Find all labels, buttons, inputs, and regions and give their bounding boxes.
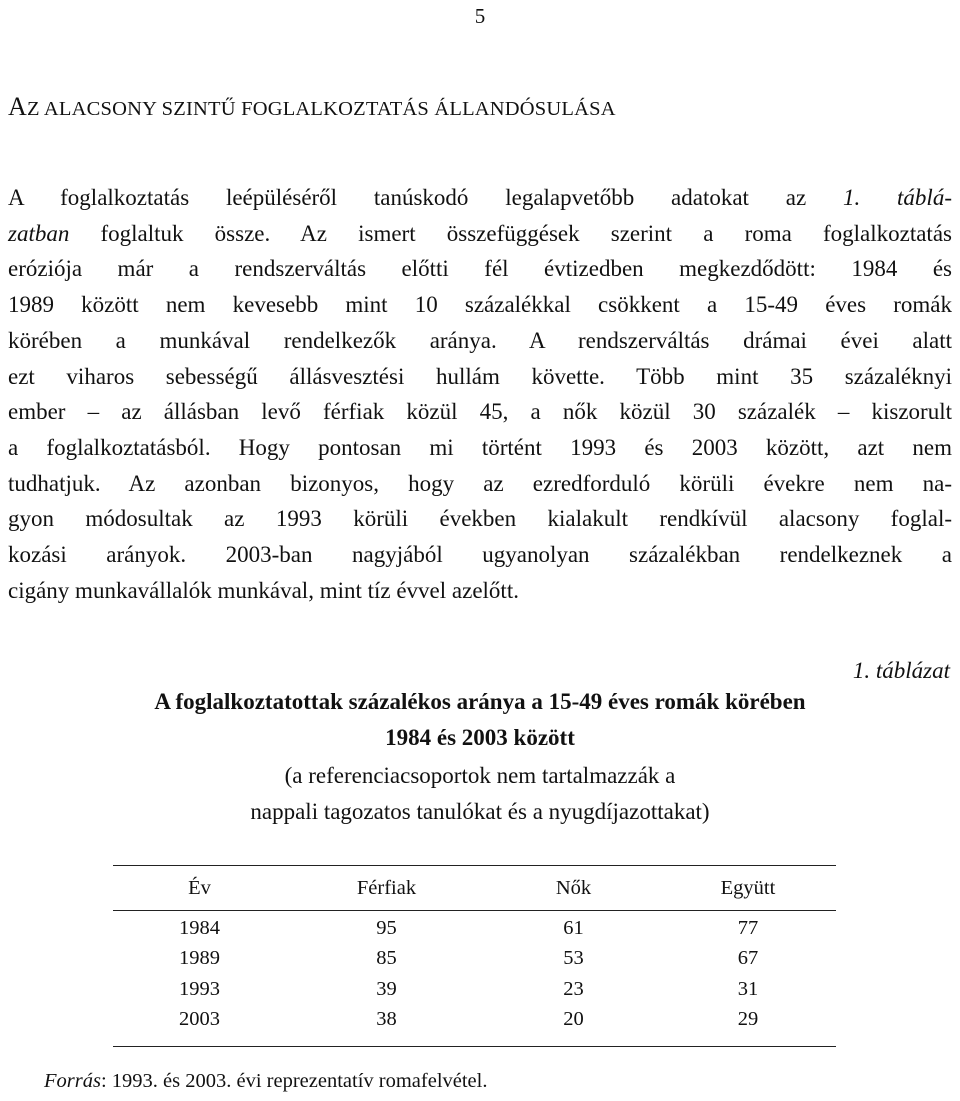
paragraph-line: 1989 között nem kevesebb mint 10 százalékkal csökkent a 15-49 éves romák bbox=[8, 292, 952, 318]
column-header-total: Együtt bbox=[720, 876, 776, 899]
cell-year: 1984 bbox=[179, 916, 220, 939]
paragraph-line bbox=[8, 180, 952, 216]
cell-women: 23 bbox=[563, 977, 584, 1000]
table-subtitle-line: (a referenciacsoportok nem tartalmazzák a bbox=[284, 763, 676, 788]
cell-year: 1993 bbox=[179, 977, 220, 1000]
table-row bbox=[113, 913, 836, 944]
paragraph-line: a foglalkoztatásból. Hogy pontosan mi történt 1993 és 2003 között, azt nem bbox=[8, 434, 952, 460]
source-text: : 1993. és 2003. évi reprezentatív romafelvétel. bbox=[100, 1070, 488, 1092]
column-header-year: Év bbox=[188, 876, 211, 899]
cell-year: 1989 bbox=[179, 947, 220, 970]
source-note bbox=[44, 1070, 487, 1093]
cell-year: 2003 bbox=[179, 1008, 220, 1031]
cell-total: 31 bbox=[737, 977, 759, 1000]
table-row bbox=[113, 1005, 836, 1036]
column-header-men: Férfiak bbox=[356, 876, 417, 899]
paragraph-text: foglaltuk össze. Az ismert összefüggések szerint a roma foglalkoztatás bbox=[69, 220, 952, 246]
cell-women: 53 bbox=[563, 947, 584, 970]
paragraph-line: gyon módosultak az 1993 körüli években kialakult rendkívül alacsony foglal- bbox=[8, 506, 952, 532]
table-row bbox=[113, 974, 836, 1005]
heading-first-letter: A bbox=[8, 92, 27, 121]
table-bottom-rule bbox=[113, 1046, 836, 1047]
cell-men: 39 bbox=[376, 977, 397, 1000]
table-reference: 1. táblá- bbox=[842, 185, 952, 210]
header-row bbox=[113, 872, 836, 904]
paragraph-line: ember – az állásban levő férfiak közül 45, a nők közül 30 százalék – kiszorult bbox=[8, 399, 952, 425]
heading-rest: Z ALACSONY SZINTŰ FOGLALKOZTATÁS ÁLLANDÓSULÁSA bbox=[26, 98, 616, 120]
cell-men: 38 bbox=[376, 1008, 397, 1031]
paragraph-line: eróziója már a rendszerváltás előtti fél évtizedben megkezdődött: 1984 és bbox=[8, 256, 952, 282]
data-table bbox=[113, 913, 836, 1035]
table-row bbox=[113, 944, 836, 975]
table-label: 1. táblázat bbox=[852, 658, 950, 683]
table-reference: zatban bbox=[8, 220, 70, 246]
table-top-rule bbox=[113, 865, 836, 866]
paragraph-line: körében a munkával rendelkezők aránya. A rendszerváltás drámai évei alatt bbox=[8, 327, 952, 353]
cell-women: 61 bbox=[563, 916, 584, 939]
cell-total: 29 bbox=[737, 1008, 759, 1031]
table-title-line: A foglalkoztatottak százalékos aránya a 15-49 éves romák körében bbox=[154, 689, 806, 714]
paragraph-line: cigány munkavállalók munkával, mint tíz évvel azelőtt. bbox=[8, 577, 519, 603]
cell-total: 67 bbox=[737, 947, 759, 970]
paragraph-line: kozási arányok. 2003-ban nagyjából ugyanolyan százalékban rendelkeznek a bbox=[8, 542, 952, 568]
table-title-line: 1984 és 2003 között bbox=[385, 725, 575, 750]
column-header-women: Nők bbox=[555, 876, 592, 899]
cell-women: 20 bbox=[563, 1008, 584, 1031]
table-header bbox=[113, 872, 836, 904]
section-heading bbox=[8, 92, 616, 122]
paragraph-line: ezt viharos sebességű állásvesztési hullám követte. Több mint 35 százaléknyi bbox=[8, 363, 952, 389]
paragraph-line bbox=[8, 216, 952, 252]
cell-men: 95 bbox=[376, 916, 397, 939]
paragraph-line: tudhatjuk. Az azonban bizonyos, hogy az ezredforduló körüli évekre nem na- bbox=[8, 470, 952, 496]
cell-men: 85 bbox=[376, 947, 397, 970]
table-title bbox=[0, 684, 960, 756]
table-subtitle bbox=[0, 758, 960, 830]
table-header-rule bbox=[113, 910, 836, 911]
body-paragraph bbox=[8, 180, 952, 608]
cell-total: 77 bbox=[737, 916, 759, 939]
paragraph-text: A foglalkoztatás leépüléséről tanúskodó legalapvetőbb adatokat az bbox=[8, 185, 843, 210]
page-number: 5 bbox=[474, 4, 486, 28]
source-label: Forrás bbox=[44, 1070, 101, 1092]
table-subtitle-line: nappali tagozatos tanulókat és a nyugdíjazottakat) bbox=[250, 799, 710, 824]
